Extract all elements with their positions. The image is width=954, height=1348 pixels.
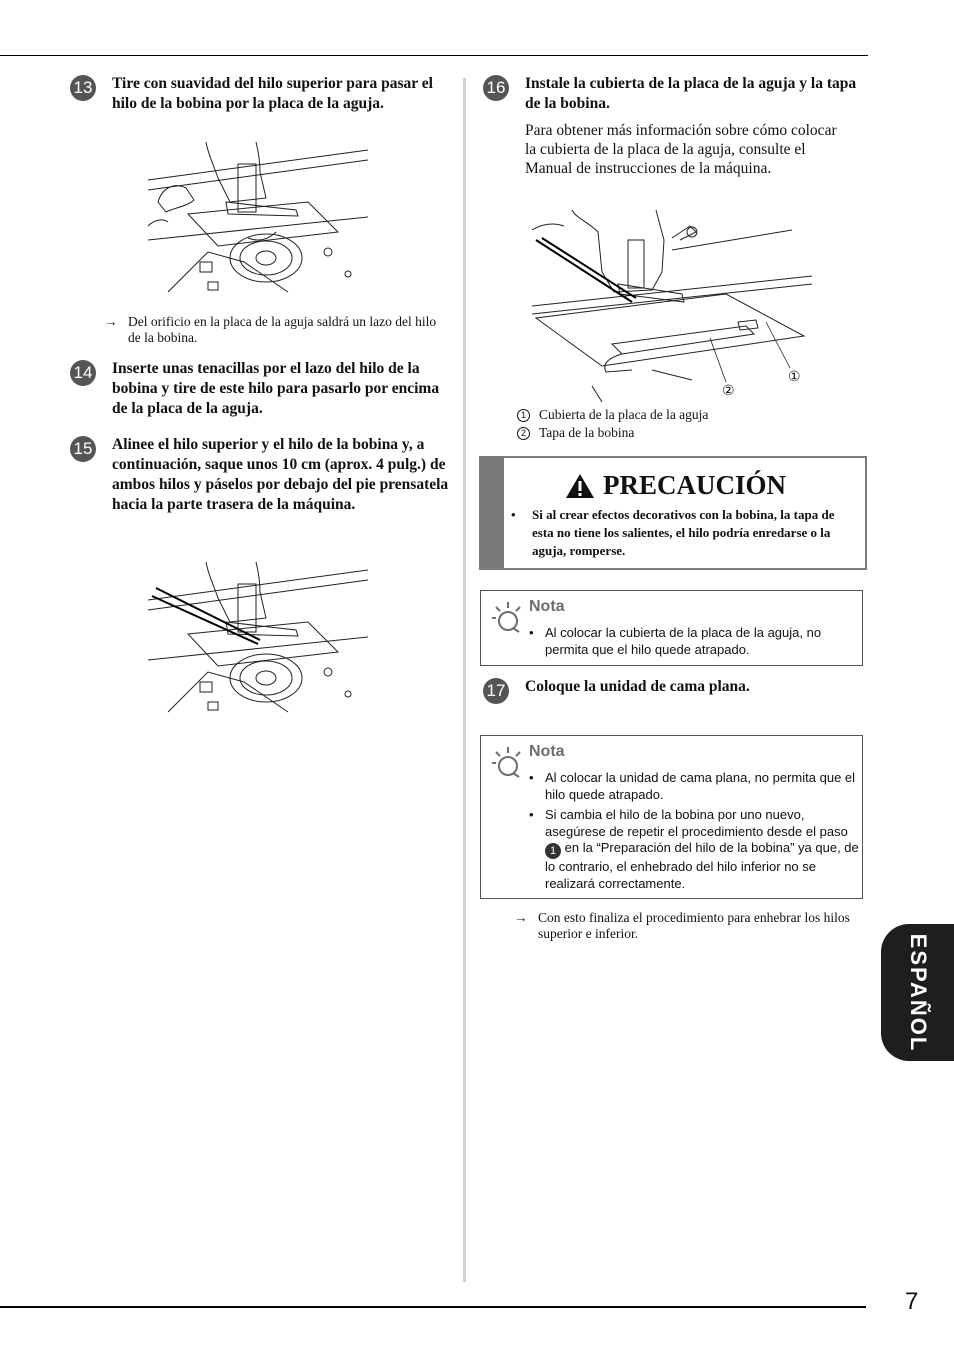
bullet: • (529, 625, 534, 640)
step-13-result (104, 314, 444, 346)
illustration-step-13 (148, 142, 368, 297)
note-2-item-2-text-before: Si cambia el hilo de la bobina por uno nuevo, asegúrese de repetir el procedimiento desde el paso (545, 807, 848, 839)
legend-label-1: Cubierta de la placa de la aguja (539, 407, 709, 422)
result-arrow-icon: → (514, 910, 528, 925)
figure16-callout-1: ① (788, 368, 801, 384)
step-17-result (514, 910, 864, 942)
step-17-text: Coloque la unidad de cama plana. (525, 678, 750, 695)
note-2-item-2-text (545, 807, 859, 892)
step-16-text: Instale la cubierta de la placa de la aguja y la tapa de la bobina. (525, 75, 857, 112)
note-box-1 (480, 590, 863, 666)
caution-header (565, 470, 786, 501)
bullet: • (529, 807, 534, 822)
bullet: • (511, 507, 516, 522)
bottom-rule (0, 1306, 866, 1308)
note-2-title: Nota (529, 743, 565, 760)
step-14-number: 14 (70, 360, 96, 386)
caution-sidebar (481, 458, 504, 568)
note-1-item (529, 625, 859, 658)
result-arrow-icon: → (104, 314, 118, 329)
step-14 (70, 359, 450, 419)
step-15-number: 15 (70, 436, 96, 462)
step-13 (70, 74, 450, 114)
caution-title: PRECAUCIÓN (603, 470, 787, 500)
note-2-item-1-text: Al colocar la unidad de cama plana, no permita que el hilo quede atrapado. (545, 770, 856, 802)
legend-label-2: Tapa de la bobina (539, 425, 635, 440)
bullet: • (529, 770, 534, 785)
step-17 (483, 677, 863, 704)
step-15 (70, 435, 450, 515)
note-1-title: Nota (529, 598, 565, 615)
page-number: 7 (905, 1288, 919, 1315)
step-reference-icon: 1 (545, 843, 561, 859)
figure16-legend (517, 406, 708, 442)
column-divider (463, 78, 466, 1282)
lightbulb-note-icon (491, 599, 525, 633)
step-17-number: 17 (483, 678, 509, 704)
figure16-callout-2: ② (722, 382, 735, 398)
legend-row-2 (517, 424, 708, 442)
caution-box (479, 456, 867, 570)
step-16-body: Para obtener más información sobre cómo colocar la cubierta de la placa de la aguja, consulte el Manual de instrucciones de la máquina. (525, 122, 837, 177)
note-2-item-1 (529, 770, 859, 803)
note-2-list (529, 770, 859, 896)
lightbulb-note-icon (491, 744, 525, 778)
caution-item-text: Si al crear efectos decorativos con la bobina, la tapa de esta no tiene los salientes, el hilo podría enredarse o la aguja, romperse. (532, 507, 835, 558)
step-13-result-text: Del orificio en la placa de la aguja saldrá un lazo del hilo de la bobina. (128, 314, 437, 345)
note-2-item-2 (529, 807, 859, 892)
note-1-item-text: Al colocar la cubierta de la placa de la aguja, no permita que el hilo quede atrapado. (545, 625, 822, 657)
step-16-number: 16 (483, 75, 509, 101)
step-13-text: Tire con suavidad del hilo superior para pasar el hilo de la bobina por la placa de la aguja. (112, 75, 433, 112)
language-tab-label: ESPAÑOL (905, 933, 931, 1052)
caution-item (511, 506, 859, 560)
warning-triangle-icon (565, 473, 595, 499)
legend-number-2: 2 (517, 427, 530, 440)
note-1-list (529, 625, 859, 662)
note-box-2 (480, 735, 863, 899)
step-15-text: Alinee el hilo superior y el hilo de la bobina y, a continuación, saque unos 10 cm (aprox. 4 pulg.) de ambos hilos y páselos por debajo del pie prensatela hacia la parte trasera de la máquina. (112, 436, 449, 513)
illustration-step-16 (532, 210, 816, 402)
note-2-item-2-text-after: en la “Preparación del hilo de la bobina” ya que, de lo contrario, el enhebrado del hilo inferior no se realizará correctamente. (545, 840, 859, 891)
step-13-number: 13 (70, 75, 96, 101)
language-tab (881, 924, 954, 1061)
step-16 (483, 74, 863, 114)
legend-number-1: 1 (517, 409, 530, 422)
step-17-result-text: Con esto finaliza el procedimiento para enhebrar los hilos superior e inferior. (538, 910, 850, 941)
top-rule (0, 55, 868, 56)
step-14-text: Inserte unas tenacillas por el lazo del hilo de la bobina y tire de este hilo para pasarlo por encima de la placa de la aguja. (112, 360, 440, 417)
illustration-step-15 (148, 562, 368, 717)
legend-row-1 (517, 406, 708, 424)
